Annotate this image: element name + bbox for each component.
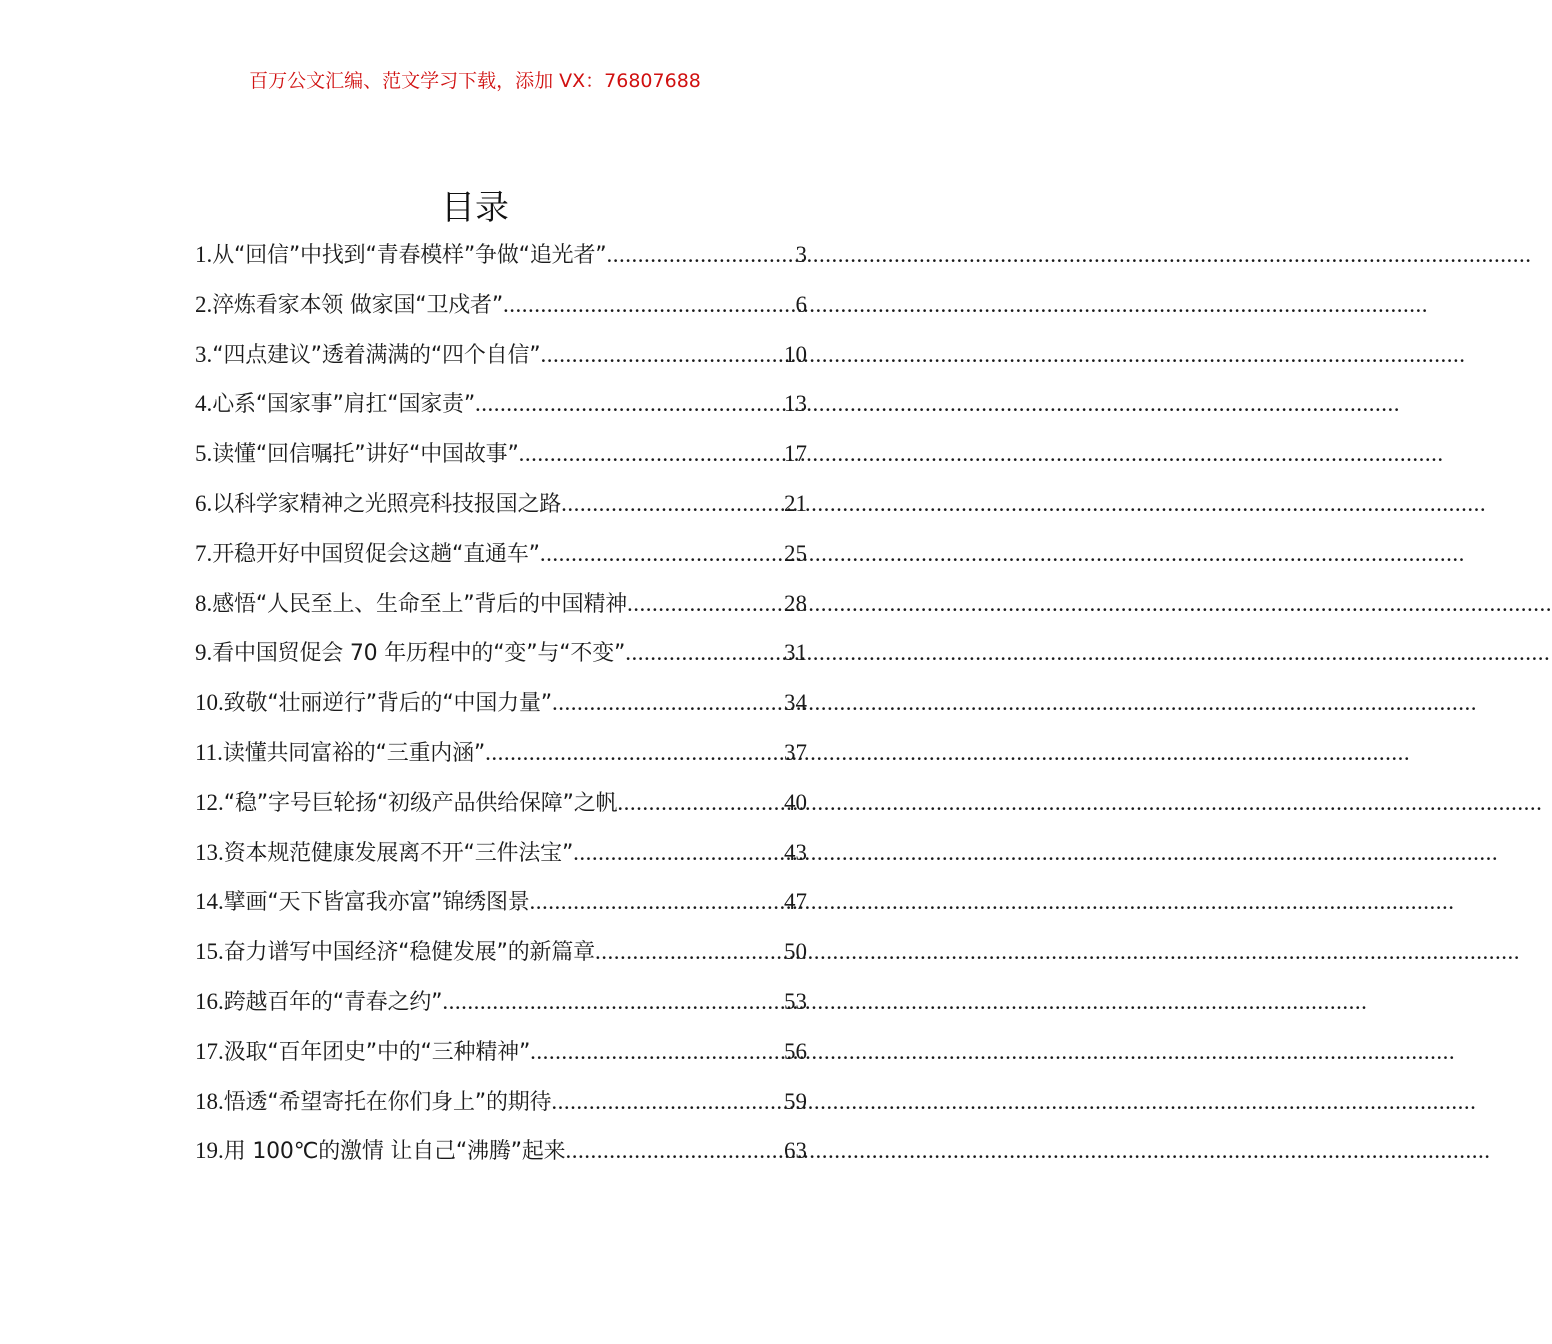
toc-entry-dot-leader xyxy=(551,1077,784,1127)
toc-entry-number: 3. xyxy=(195,341,213,367)
header-banner: 百万公文汇编、范文学习下载，添加 VX：76807688 xyxy=(249,70,701,92)
toc-entry-number: 2. xyxy=(195,291,213,317)
toc-entry-page-number: 56 xyxy=(784,1038,807,1064)
toc-entry-number: 12. xyxy=(195,789,224,815)
toc-entry-dot-leader xyxy=(627,579,784,629)
toc-entry[interactable] xyxy=(195,330,807,380)
toc-entry-title: 以科学家精神之光照亮科技报国之路 xyxy=(212,491,562,517)
toc-entry[interactable] xyxy=(195,579,807,629)
toc-entry[interactable] xyxy=(195,728,807,778)
toc-entry-number: 19. xyxy=(195,1138,224,1164)
toc-entry[interactable] xyxy=(195,877,807,927)
toc-entry[interactable] xyxy=(195,1126,807,1176)
toc-entry-page-number: 50 xyxy=(784,939,807,965)
toc-entry-page-number: 43 xyxy=(784,839,807,865)
toc-entry-page-number: 13 xyxy=(784,391,807,417)
toc-entry-title: 淬炼看家本领 做家国“卫戍者” xyxy=(212,292,504,318)
toc-entry-title: 致敬“壮丽逆行”背后的“中国力量” xyxy=(223,691,552,717)
toc-entry-title: 跨越百年的“青春之约” xyxy=(223,989,443,1015)
toc-entry-page-number: 31 xyxy=(784,640,807,666)
toc-entry-page-number: 3 xyxy=(795,242,807,267)
toc-entry-number: 10. xyxy=(195,690,224,716)
toc-entry-page-number: 25 xyxy=(784,540,807,566)
toc-entry-number: 6. xyxy=(195,490,213,516)
toc-entry-title: 感悟“人民至上、生命至上”背后的中国精神 xyxy=(212,591,628,617)
toc-entry-dot-leader xyxy=(625,628,784,678)
toc-entry[interactable] xyxy=(195,977,807,1027)
toc-entry-title: 悟透“希望寄托在你们身上”的期待 xyxy=(223,1089,552,1115)
toc-list xyxy=(195,230,807,1176)
toc-entry-page-number: 40 xyxy=(784,789,807,815)
toc-entry-page-number: 63 xyxy=(784,1138,807,1164)
toc-entry[interactable] xyxy=(195,379,807,429)
toc-entry-page-number: 28 xyxy=(784,590,807,616)
toc-entry-number: 9. xyxy=(195,640,213,666)
toc-entry-title: 读懂“回信嘱托”讲好“中国故事” xyxy=(212,442,519,468)
toc-entry-number: 5. xyxy=(195,441,213,467)
toc-entry-number: 13. xyxy=(195,839,224,865)
toc-entry-title: 心系“国家事”肩扛“国家责” xyxy=(212,392,476,418)
toc-entry-page-number: 6 xyxy=(795,291,807,317)
toc-entry-title: “四点建议”透着满满的“四个自信” xyxy=(212,342,541,368)
toc-entry-number: 11. xyxy=(195,739,223,765)
toc-entry-number: 17. xyxy=(195,1038,224,1064)
toc-entry[interactable] xyxy=(195,927,807,977)
toc-entry[interactable] xyxy=(195,529,807,579)
toc-entry[interactable] xyxy=(195,1027,807,1077)
toc-entry-dot-leader xyxy=(519,429,784,479)
toc-entry-dot-leader xyxy=(595,927,784,977)
toc-entry-dot-leader xyxy=(617,778,784,828)
toc-entry[interactable] xyxy=(195,479,807,529)
toc-entry[interactable] xyxy=(195,678,807,728)
toc-entry-dot-leader xyxy=(573,828,784,878)
toc-entry-number: 1. xyxy=(195,242,213,267)
toc-entry-title: 开稳开好中国贸促会这趟“直通车” xyxy=(212,541,540,567)
toc-entry-dot-leader xyxy=(540,330,784,380)
toc-entry-page-number: 21 xyxy=(784,490,807,516)
toc-entry-title: 读懂共同富裕的“三重内涵” xyxy=(222,740,486,766)
toc-entry-page-number: 47 xyxy=(784,889,807,915)
toc-entry-dot-leader xyxy=(565,1126,784,1176)
toc-entry-page-number: 59 xyxy=(784,1088,807,1114)
toc-entry-dot-leader xyxy=(552,678,784,728)
toc-entry-title: “稳”字号巨轮扬“初级产品供给保障”之帆 xyxy=(223,790,618,816)
toc-entry-page-number: 53 xyxy=(784,988,807,1014)
toc-entry-number: 4. xyxy=(195,391,213,417)
toc-entry-page-number: 34 xyxy=(784,690,807,716)
toc-title: 目录 xyxy=(441,188,509,228)
toc-entry-dot-leader xyxy=(561,479,784,529)
toc-entry-title: 擘画“天下皆富我亦富”锦绣图景 xyxy=(223,890,530,916)
toc-entry-dot-leader xyxy=(485,728,784,778)
toc-entry-number: 7. xyxy=(195,540,213,566)
toc-entry-page-number: 10 xyxy=(784,341,807,367)
toc-entry-page-number: 37 xyxy=(784,739,807,765)
toc-entry[interactable] xyxy=(195,230,807,280)
toc-entry-dot-leader xyxy=(442,977,784,1027)
toc-entry[interactable] xyxy=(195,429,807,479)
toc-entry-number: 18. xyxy=(195,1088,224,1114)
toc-entry[interactable] xyxy=(195,828,807,878)
toc-entry-title: 资本规范健康发展离不开“三件法宝” xyxy=(223,840,574,866)
toc-entry-dot-leader xyxy=(530,1027,784,1077)
toc-entry-dot-leader xyxy=(530,877,784,927)
toc-entry[interactable] xyxy=(195,280,807,330)
toc-entry[interactable] xyxy=(195,778,807,828)
toc-entry-dot-leader xyxy=(503,280,795,330)
toc-entry-title: 汲取“百年团史”中的“三种精神” xyxy=(223,1039,531,1065)
toc-entry-title: 看中国贸促会 70 年历程中的“变”与“不变” xyxy=(212,641,626,667)
toc-entry-number: 8. xyxy=(195,590,213,616)
toc-entry[interactable] xyxy=(195,628,807,678)
toc-entry-title: 用 100℃的激情 让自己“沸腾”起来 xyxy=(223,1139,566,1165)
toc-entry-dot-leader xyxy=(606,230,795,280)
toc-entry-dot-leader xyxy=(475,379,784,429)
toc-entry-dot-leader xyxy=(540,529,784,579)
toc-entry-number: 16. xyxy=(195,988,224,1014)
toc-entry-number: 14. xyxy=(195,889,224,915)
toc-entry-title: 奋力谱写中国经济“稳健发展”的新篇章 xyxy=(223,940,595,966)
toc-entry-title: 从“回信”中找到“青春模样”争做“追光者” xyxy=(212,243,607,268)
toc-entry[interactable] xyxy=(195,1077,807,1127)
toc-entry-page-number: 17 xyxy=(784,441,807,467)
toc-entry-number: 15. xyxy=(195,939,224,965)
